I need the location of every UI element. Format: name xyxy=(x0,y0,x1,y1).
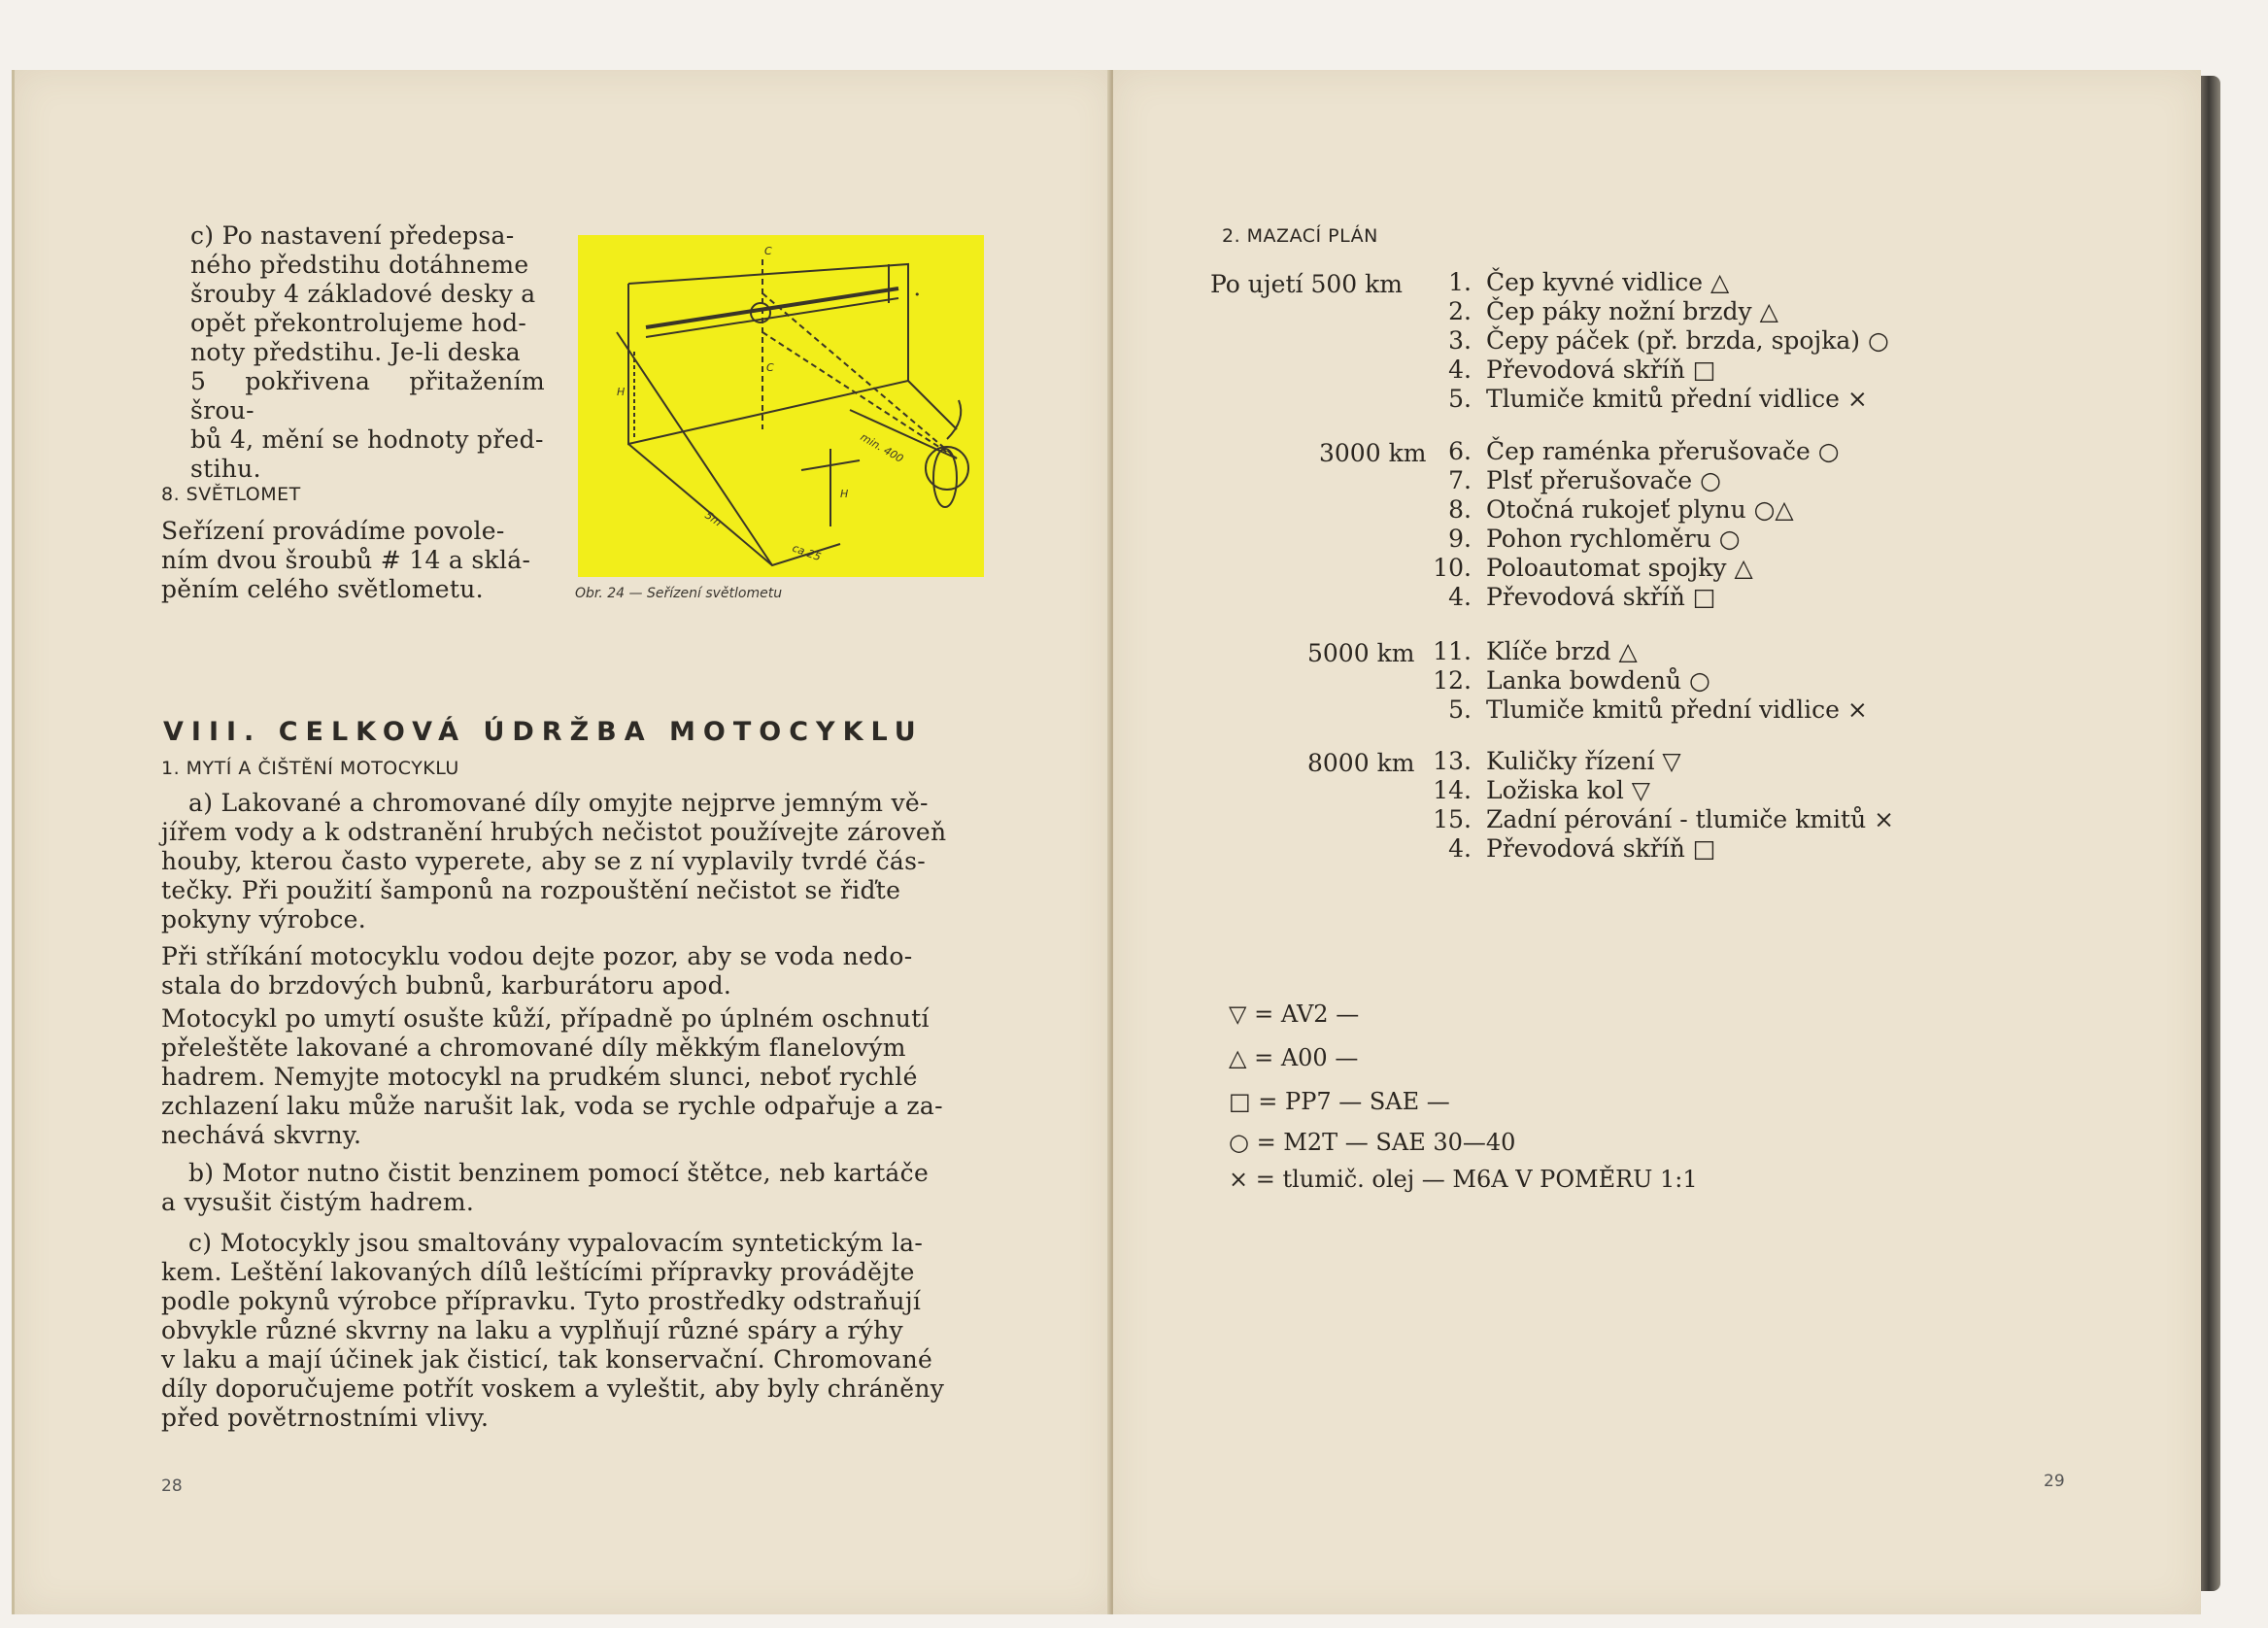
item-text: Poloautomat spojky △ xyxy=(1486,554,1753,582)
text-line: přeleštěte lakované a chromované díly měkkým flanelovým xyxy=(161,1034,906,1062)
paragraph-a xyxy=(161,789,997,934)
text-line: a) Lakované a chromované díly omyjte nejprve jemným vě- xyxy=(188,789,929,817)
item-number: 14. xyxy=(1433,776,1472,804)
item-number: 7. xyxy=(1448,466,1472,494)
item-number: 4. xyxy=(1448,356,1472,384)
item-text: Tlumiče kmitů přední vidlice × xyxy=(1486,385,1868,413)
svg-text:5m: 5m xyxy=(702,508,725,529)
text-line: hadrem. Nemyjte motocykl na prudkém slunci, neboť rychlé xyxy=(161,1063,918,1091)
text-line: c) Po nastavení předepsa- xyxy=(190,221,515,250)
text-line: opět překontrolujeme hod- xyxy=(190,309,527,337)
interval-3000-label: 3000 km xyxy=(1319,439,1427,467)
chapter-heading: VIII. CELKOVÁ ÚDRŽBA MOTOCYKLU xyxy=(163,717,924,747)
text-line: jířem vody a k odstranění hrubých nečistot používejte zároveň xyxy=(161,818,947,846)
svg-text:min. 400: min. 400 xyxy=(858,430,906,465)
interval-500-label: Po ujetí 500 km xyxy=(1210,270,1403,298)
item-number: 13. xyxy=(1433,747,1472,775)
text-line: bů 4, mění se hodnoty před- xyxy=(190,425,544,454)
item-text: Čep raménka přerušovače ○ xyxy=(1486,437,1840,465)
svg-text:•: • xyxy=(914,288,921,301)
item-text: Otočná rukojeť plynu ○△ xyxy=(1486,495,1794,524)
svg-text:ca 25: ca 25 xyxy=(790,541,823,564)
text-line: ného předstihu dotáhneme xyxy=(190,251,529,279)
legend-a00: △ = A00 — xyxy=(1229,1044,1359,1071)
text-line: v laku a mají účinek jak čisticí, tak konservační. Chromované xyxy=(161,1345,933,1374)
paragraph-c xyxy=(161,1229,997,1433)
text-line: pokyny výrobce. xyxy=(161,905,366,933)
item-number: 15. xyxy=(1433,805,1472,833)
item-number: 11. xyxy=(1433,637,1472,665)
text-line: stala do brzdových bubnů, karburátoru apod. xyxy=(161,971,732,1000)
text-line: podle pokynů výrobce přípravku. Tyto prostředky odstraňují xyxy=(161,1287,922,1315)
item-text: Tlumiče kmitů přední vidlice × xyxy=(1486,695,1868,724)
interval-5000-label: 5000 km xyxy=(1307,639,1415,667)
headlight-adjustment-figure xyxy=(578,235,984,577)
text-line: nechává skvrny. xyxy=(161,1121,362,1149)
text-line: kem. Leštění lakovaných dílů leštícími přípravky provádějte xyxy=(161,1258,915,1286)
text-line: noty předstihu. Je-li deska xyxy=(190,338,521,366)
text-line: b) Motor nutno čistit benzinem pomocí štětce, neb kartáče xyxy=(188,1159,930,1187)
legend-m2t: ○ = M2T — SAE 30—40 xyxy=(1229,1129,1516,1156)
item-text: Kuličky řízení ▽ xyxy=(1486,747,1681,775)
paragraph-spraying xyxy=(161,942,997,1001)
intro-paragraph xyxy=(190,221,545,484)
item-text: Čepy páček (př. brzda, spojka) ○ xyxy=(1486,326,1889,355)
item-text: Převodová skříň □ xyxy=(1486,583,1716,611)
item-text: Ložiska kol ▽ xyxy=(1486,776,1651,804)
text-line: pěním celého světlometu. xyxy=(161,575,484,603)
svg-text:C: C xyxy=(764,245,772,257)
text-line: houby, kterou často vyperete, aby se z ní vyplavily tvrdé čás- xyxy=(161,847,926,875)
item-number: 1. xyxy=(1448,268,1472,296)
text-line: obvykle různé skvrny na laku a vyplňují různé spáry a rýhy xyxy=(161,1316,903,1344)
legend-tlumic-olej: × = tlumič. olej — M6A V POMĚRU 1:1 xyxy=(1229,1166,1698,1193)
item-number: 5. xyxy=(1448,385,1472,413)
text-line: díly doporučujeme potřít voskem a vyleštit, aby byly chráněny xyxy=(161,1374,945,1403)
item-number: 10. xyxy=(1433,554,1472,582)
svg-text:H: H xyxy=(617,386,626,398)
headlight-diagram-icon xyxy=(578,235,984,577)
item-number: 3. xyxy=(1448,326,1472,355)
item-number: 5. xyxy=(1448,695,1472,724)
section-8-heading: 8. SVĚTLOMET xyxy=(161,484,301,505)
item-text: Lanka bowdenů ○ xyxy=(1486,666,1710,695)
item-text: Zadní pérování - tlumiče kmitů × xyxy=(1486,805,1895,833)
interval-8000-label: 8000 km xyxy=(1307,749,1415,777)
item-text: Převodová skříň □ xyxy=(1486,834,1716,863)
page-number-left: 28 xyxy=(161,1476,183,1496)
item-number: 4. xyxy=(1448,834,1472,863)
item-text: Pohon rychloměru ○ xyxy=(1486,525,1741,553)
figure-caption: Obr. 24 — Seřízení světlometu xyxy=(575,586,783,601)
item-number: 6. xyxy=(1448,437,1472,465)
text-line: a vysušit čistým hadrem. xyxy=(161,1188,475,1216)
text-line: 5 pokřivena přitažením šrou- xyxy=(190,367,545,424)
text-line: zchlazení laku může narušit lak, voda se rychle odpařuje a za- xyxy=(161,1092,943,1120)
text-line: ním dvou šroubů # 14 a sklá- xyxy=(161,546,531,574)
svg-text:C: C xyxy=(766,361,774,374)
page-stack-edge xyxy=(2201,76,2220,1591)
page-number-right: 29 xyxy=(2044,1472,2065,1491)
item-text: Převodová skříň □ xyxy=(1486,356,1716,384)
item-number: 9. xyxy=(1448,525,1472,553)
item-text: Čep kyvné vidlice △ xyxy=(1486,268,1730,296)
section-1-heading: 1. MYTÍ A ČIŠTĚNÍ MOTOCYKLU xyxy=(161,758,459,779)
section-8-text xyxy=(161,517,540,604)
text-line: stihu. xyxy=(190,455,261,483)
paragraph-drying xyxy=(161,1004,997,1150)
paragraph-b xyxy=(161,1159,997,1217)
legend-av2: ▽ = AV2 — xyxy=(1229,1001,1360,1028)
item-text: Plsť přerušovače ○ xyxy=(1486,466,1721,494)
text-line: Při stříkání motocyklu vodou dejte pozor, aby se voda nedo- xyxy=(161,942,913,970)
text-line: c) Motocykly jsou smaltovány vypalovacím syntetickým la- xyxy=(188,1229,924,1257)
item-number: 2. xyxy=(1448,297,1472,325)
item-number: 12. xyxy=(1433,666,1472,695)
text-line: šrouby 4 základové desky a xyxy=(190,280,536,308)
lubrication-plan-heading: 2. MAZACÍ PLÁN xyxy=(1222,225,1378,247)
text-line: Motocykl po umytí osušte kůží, případně po úplném oschnutí xyxy=(161,1004,930,1033)
text-line: Seřízení provádíme povole- xyxy=(161,517,505,545)
item-text: Klíče brzd △ xyxy=(1486,637,1638,665)
text-line: tečky. Při použití šamponů na rozpouštění nečistot se řiďte xyxy=(161,876,901,904)
text-line: před povětrnostními vlivy. xyxy=(161,1404,490,1432)
item-number: 4. xyxy=(1448,583,1472,611)
item-text: Čep páky nožní brzdy △ xyxy=(1486,297,1778,325)
svg-text:H: H xyxy=(840,488,849,500)
item-number: 8. xyxy=(1448,495,1472,524)
legend-pp7: □ = PP7 — SAE — xyxy=(1229,1088,1450,1115)
